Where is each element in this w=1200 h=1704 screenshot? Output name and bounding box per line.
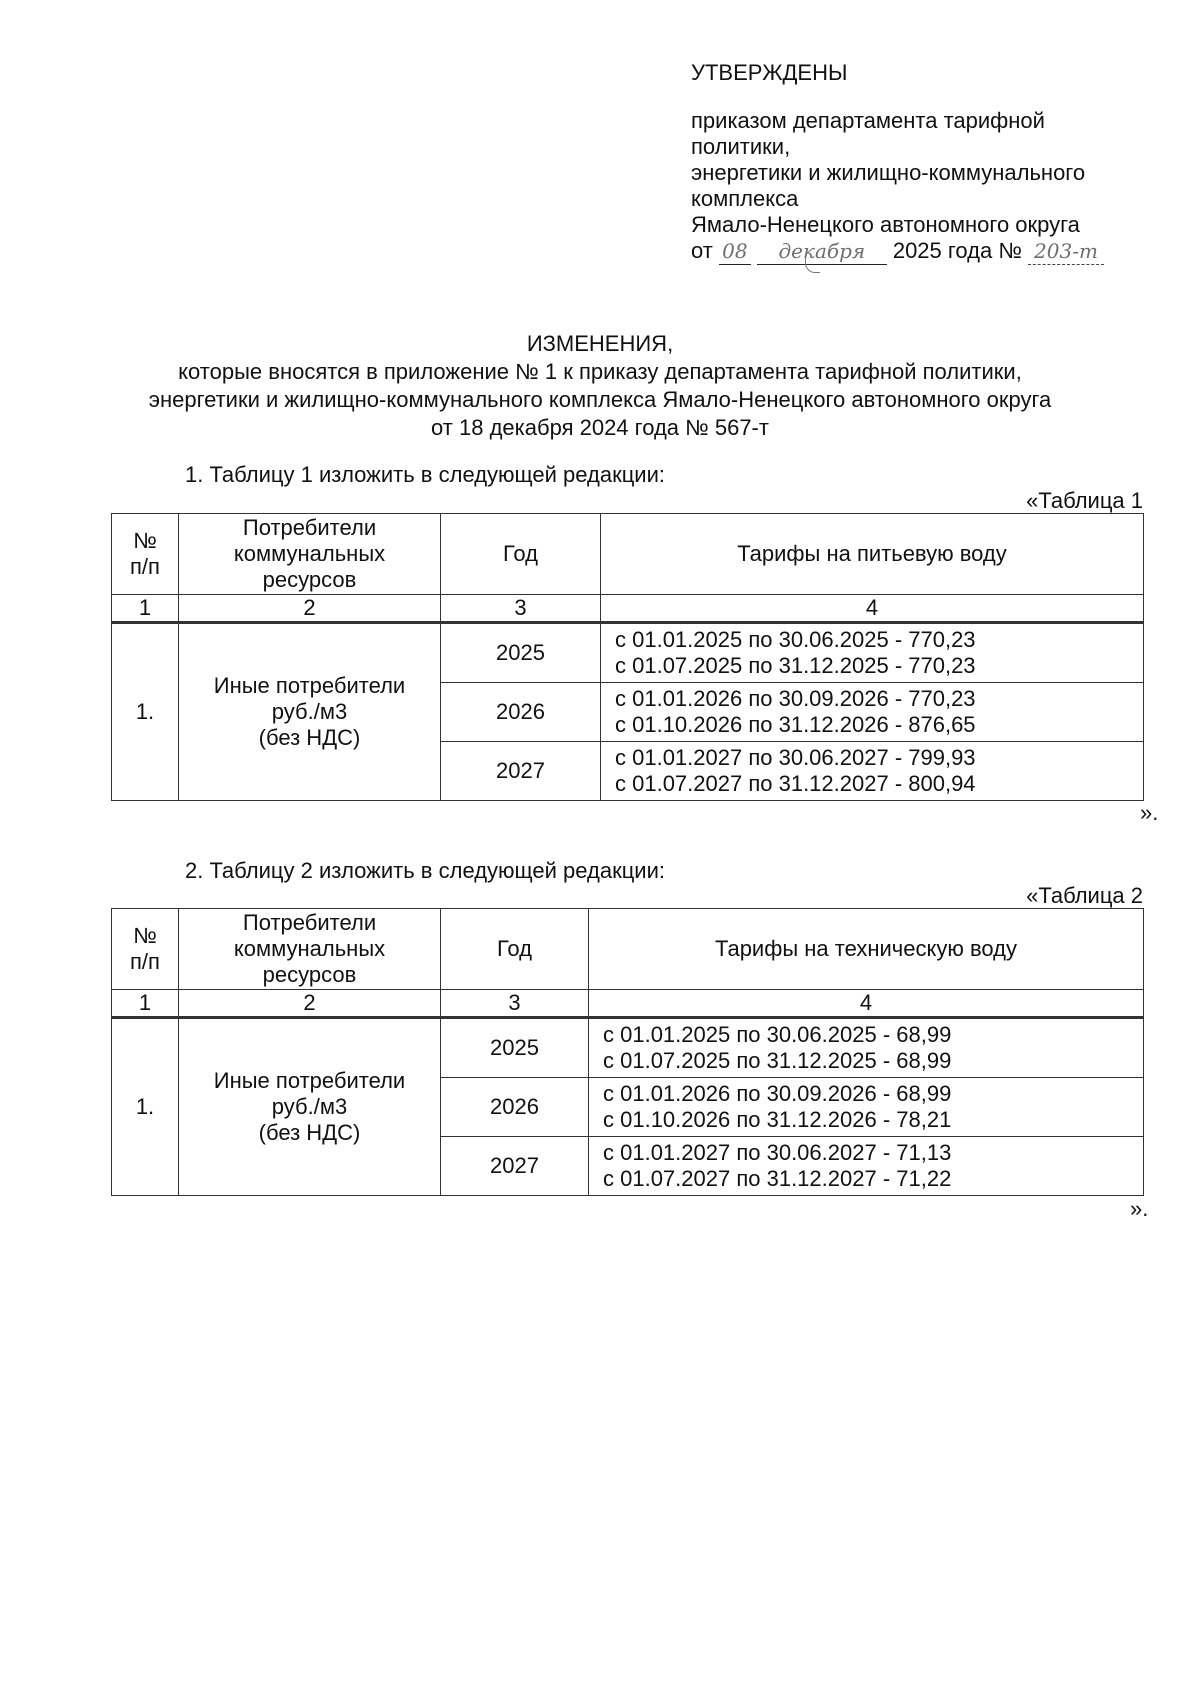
year-text: 2025 года № (892, 238, 1022, 263)
heading-title: ИЗМЕНЕНИЯ, (526, 331, 674, 356)
header-tariffs: Тарифы на техническую воду (589, 909, 1144, 990)
column-number-row (112, 990, 1144, 1018)
column-number: 2 (179, 595, 441, 623)
year-cell: 2027 (441, 1137, 589, 1196)
handwritten-order-number: 203-т (1028, 238, 1104, 265)
instruction-1: 1. Таблицу 1 изложить в следующей редакции: (185, 462, 665, 487)
year-cell: 2027 (441, 742, 601, 801)
approved-title: УТВЕРЖДЕНЫ (691, 60, 848, 85)
order-date-number-line (691, 238, 1171, 265)
row-number: 1. (112, 1018, 179, 1196)
heading-line: которые вносятся в приложение № 1 к приказу департамента тарифной политики, (178, 359, 1022, 384)
consumer-cell: Иные потребители руб./м3 (без НДС) (179, 1018, 441, 1196)
year-cell: 2025 (441, 1018, 589, 1078)
header-consumers: Потребители коммунальных ресурсов (179, 514, 441, 595)
tariff-cell: с 01.01.2026 по 30.09.2026 - 770,23 с 01.10.2026 по 31.12.2026 - 876,65 (601, 683, 1144, 742)
header-consumers: Потребители коммунальных ресурсов (179, 909, 441, 990)
handwriting-hook (805, 258, 820, 273)
column-number-row (112, 595, 1144, 623)
table-row (112, 623, 1144, 683)
column-number: 1 (112, 595, 179, 623)
column-number: 2 (179, 990, 441, 1018)
from-prefix: от (691, 238, 713, 263)
column-number: 1 (112, 990, 179, 1018)
table-label-2: «Таблица 2 (1026, 883, 1143, 908)
table-header-row (112, 909, 1144, 990)
year-cell: 2026 (441, 1078, 589, 1137)
instruction-2: 2. Таблицу 2 изложить в следующей редакции: (185, 858, 665, 883)
year-cell: 2026 (441, 683, 601, 742)
handwritten-month (757, 238, 887, 265)
tariff-table-1 (111, 513, 1144, 801)
table-header-row (112, 514, 1144, 595)
column-number: 3 (441, 595, 601, 623)
tariff-cell: с 01.01.2027 по 30.06.2027 - 71,13 с 01.07.2027 по 31.12.2027 - 71,22 (589, 1137, 1144, 1196)
approval-line: Ямало-Ненецкого автономного округа (691, 212, 1080, 237)
header-year: Год (441, 909, 589, 990)
approval-line: энергетики и жилищно-коммунального (691, 160, 1086, 185)
handwritten-month-text: декабря (778, 239, 866, 263)
heading-line: от 18 декабря 2024 года № 567-т (431, 415, 769, 440)
closing-quote-2: ». (1130, 1196, 1149, 1221)
tariff-cell: с 01.01.2026 по 30.09.2026 - 68,99 с 01.10.2026 по 31.12.2026 - 78,21 (589, 1078, 1144, 1137)
tariff-cell: с 01.01.2025 по 30.06.2025 - 770,23 с 01.07.2025 по 31.12.2025 - 770,23 (601, 623, 1144, 683)
tariff-cell: с 01.01.2025 по 30.06.2025 - 68,99 с 01.07.2025 по 31.12.2025 - 68,99 (589, 1018, 1144, 1078)
consumer-cell: Иные потребители руб./м3 (без НДС) (179, 623, 441, 801)
year-cell: 2025 (441, 623, 601, 683)
column-number: 4 (601, 595, 1144, 623)
approval-line: комплекса (691, 186, 799, 211)
header-number: № п/п (112, 514, 179, 595)
tariff-cell: с 01.01.2027 по 30.06.2027 - 799,93 с 01.07.2027 по 31.12.2027 - 800,94 (601, 742, 1144, 801)
heading-line: энергетики и жилищно-коммунального комплекса Ямало-Ненецкого автономного округа (148, 387, 1052, 412)
approval-line: приказом департамента тарифной (691, 108, 1045, 133)
header-number: № п/п (112, 909, 179, 990)
table-row (112, 1018, 1144, 1078)
row-number: 1. (112, 623, 179, 801)
approval-line: политики, (691, 134, 791, 159)
table-label-1: «Таблица 1 (1026, 488, 1143, 513)
handwritten-day: 08 (719, 238, 751, 265)
tariff-table-2 (111, 908, 1144, 1196)
changes-heading (100, 330, 1100, 442)
column-number: 4 (589, 990, 1144, 1018)
closing-quote-1: ». (1140, 800, 1159, 825)
column-number: 3 (441, 990, 589, 1018)
approval-block (691, 60, 1171, 265)
header-year: Год (441, 514, 601, 595)
header-tariffs: Тарифы на питьевую воду (601, 514, 1144, 595)
